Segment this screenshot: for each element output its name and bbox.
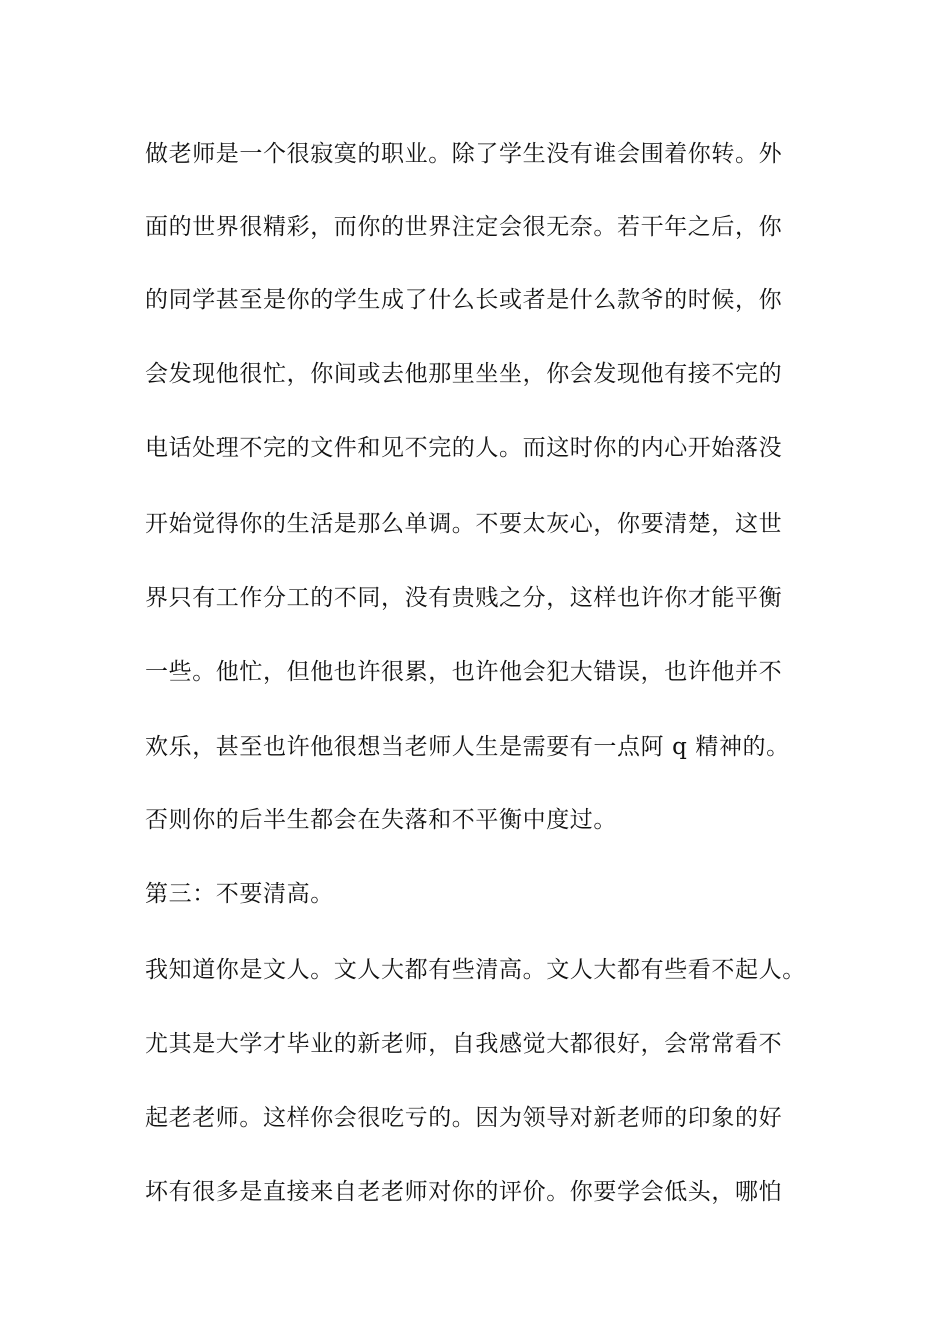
paragraph-line: 开始觉得你的生活是那么单调。不要太灰心，你要清楚，这世: [145, 511, 783, 537]
paragraph-line: 界只有工作分工的不同，没有贵贱之分，这样也许你才能平衡: [145, 585, 783, 611]
paragraph-line: 电话处理不完的文件和见不完的人。而这时你的内心开始落没: [145, 435, 783, 461]
paragraph-line: 的同学甚至是你的学生成了什么长或者是什么款爷的时候，你: [145, 287, 783, 313]
paragraph-line: 欢乐，甚至也许他很想当老师人生是需要有一点阿 q 精神的。: [145, 734, 790, 760]
paragraph-line: 面的世界很精彩，而你的世界注定会很无奈。若干年之后，你: [145, 214, 783, 240]
paragraph-line: 否则你的后半生都会在失落和不平衡中度过。: [145, 807, 617, 833]
section-heading: 第三：不要清高。: [145, 881, 334, 907]
paragraph-line: 坏有很多是直接来自老老师对你的评价。你要学会低头，哪怕: [145, 1179, 783, 1205]
paragraph-line: 做老师是一个很寂寞的职业。除了学生没有谁会围着你转。外: [145, 141, 783, 167]
paragraph-line: 一些。他忙，但他也许很累，也许他会犯大错误，也许他并不: [145, 659, 783, 685]
paragraph-line: 我知道你是文人。文人大都有些清高。文人大都有些看不起人。: [145, 957, 806, 983]
paragraph-line: 会发现他很忙，你间或去他那里坐坐，你会发现他有接不完的: [145, 361, 783, 387]
paragraph-line: 起老老师。这样你会很吃亏的。因为领导对新老师的印象的好: [145, 1105, 783, 1131]
paragraph-line: 尤其是大学才毕业的新老师，自我感觉大都很好，会常常看不: [145, 1031, 783, 1057]
